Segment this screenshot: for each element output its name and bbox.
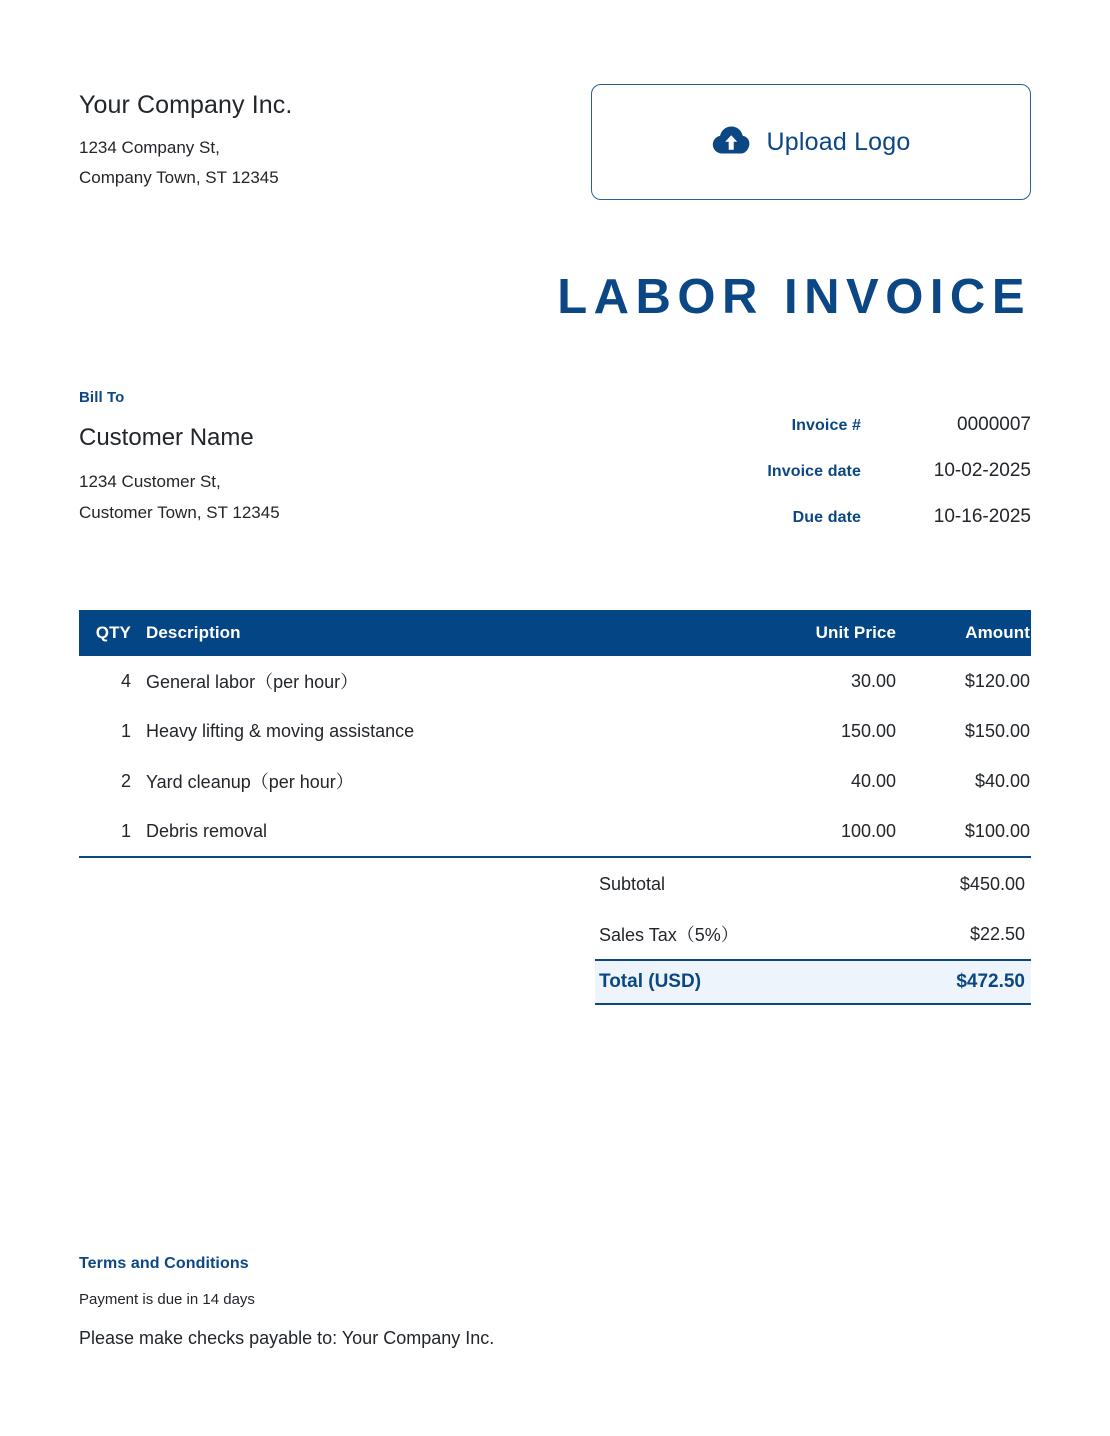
meta-value-invoice-date: 10-02-2025 [933, 460, 1031, 481]
meta-row-invoice-number [671, 414, 1031, 460]
meta-value-invoice-number: 0000007 [957, 414, 1031, 435]
terms-title: Terms and Conditions [79, 1255, 249, 1272]
meta-label-invoice-date: Invoice date [767, 463, 861, 480]
meta-value-due-date: 10-16-2025 [933, 506, 1031, 527]
subtotal-value: $450.00 [959, 873, 1025, 894]
cell-amount: $100.00 [964, 820, 1030, 841]
column-header-amount: Amount [965, 623, 1030, 642]
cell-description: Yard cleanup（per hour） [146, 772, 354, 792]
table-row [79, 756, 1031, 806]
customer-address-line-2: Customer Town, ST 12345 [79, 503, 280, 522]
terms-block [79, 1255, 779, 1349]
cell-description: Heavy lifting & moving assistance [146, 720, 415, 741]
cell-unit-price: 40.00 [850, 770, 896, 791]
table-row [79, 656, 1031, 706]
meta-label-invoice-number: Invoice # [791, 417, 861, 434]
bill-to-label: Bill To [79, 389, 125, 406]
terms-line-1: Payment is due in 14 days [79, 1291, 255, 1308]
cell-qty: 1 [120, 720, 131, 741]
cell-qty: 4 [120, 670, 131, 691]
customer-address-line-1: 1234 Customer St, [79, 472, 221, 491]
cloud-upload-icon [712, 125, 750, 160]
terms-line-2: Please make checks payable to: Your Company Inc. [79, 1328, 495, 1348]
page-title: LABOR INVOICE [557, 270, 1031, 324]
column-header-description: Description [146, 623, 241, 642]
cell-description: Debris removal [146, 820, 268, 841]
table-row [79, 706, 1031, 756]
cell-qty: 2 [120, 770, 131, 791]
invoice-meta [671, 414, 1031, 552]
company-block [79, 84, 292, 193]
sales-tax-row [595, 909, 1031, 959]
line-items-table [79, 610, 1031, 858]
cell-unit-price: 100.00 [840, 820, 896, 841]
table-row [79, 806, 1031, 856]
meta-row-invoice-date [671, 460, 1031, 506]
company-address-line-2: Company Town, ST 12345 [79, 168, 279, 187]
cell-unit-price: 150.00 [840, 720, 896, 741]
cell-amount: $150.00 [964, 720, 1030, 741]
upload-logo-label: Upload Logo [766, 127, 911, 156]
column-header-qty: QTY [95, 623, 131, 642]
company-name: Your Company Inc. [79, 91, 293, 119]
totals-block [595, 859, 1031, 1005]
meta-row-due-date [671, 506, 1031, 552]
upload-logo-button[interactable] [591, 84, 1031, 200]
subtotal-row [595, 859, 1031, 909]
cell-qty: 1 [120, 820, 131, 841]
subtotal-label: Subtotal [599, 873, 666, 894]
page-header [79, 84, 1031, 200]
line-items-divider [79, 856, 1031, 858]
column-header-unit-price: Unit Price [815, 623, 896, 642]
company-address-line-1: 1234 Company St, [79, 138, 220, 157]
customer-name: Customer Name [79, 424, 254, 451]
cell-unit-price: 30.00 [850, 670, 896, 691]
cell-description: General labor（per hour） [146, 672, 359, 692]
total-value: $472.50 [956, 971, 1025, 992]
cell-amount: $40.00 [974, 770, 1030, 791]
sales-tax-value: $22.50 [969, 923, 1025, 944]
bill-to-block [79, 389, 509, 528]
table-header-row [79, 610, 1031, 656]
total-row [595, 959, 1031, 1005]
total-label: Total (USD) [599, 971, 702, 992]
cell-amount: $120.00 [964, 670, 1030, 691]
meta-label-due-date: Due date [792, 509, 861, 526]
sales-tax-label: Sales Tax（5%） [599, 925, 739, 945]
